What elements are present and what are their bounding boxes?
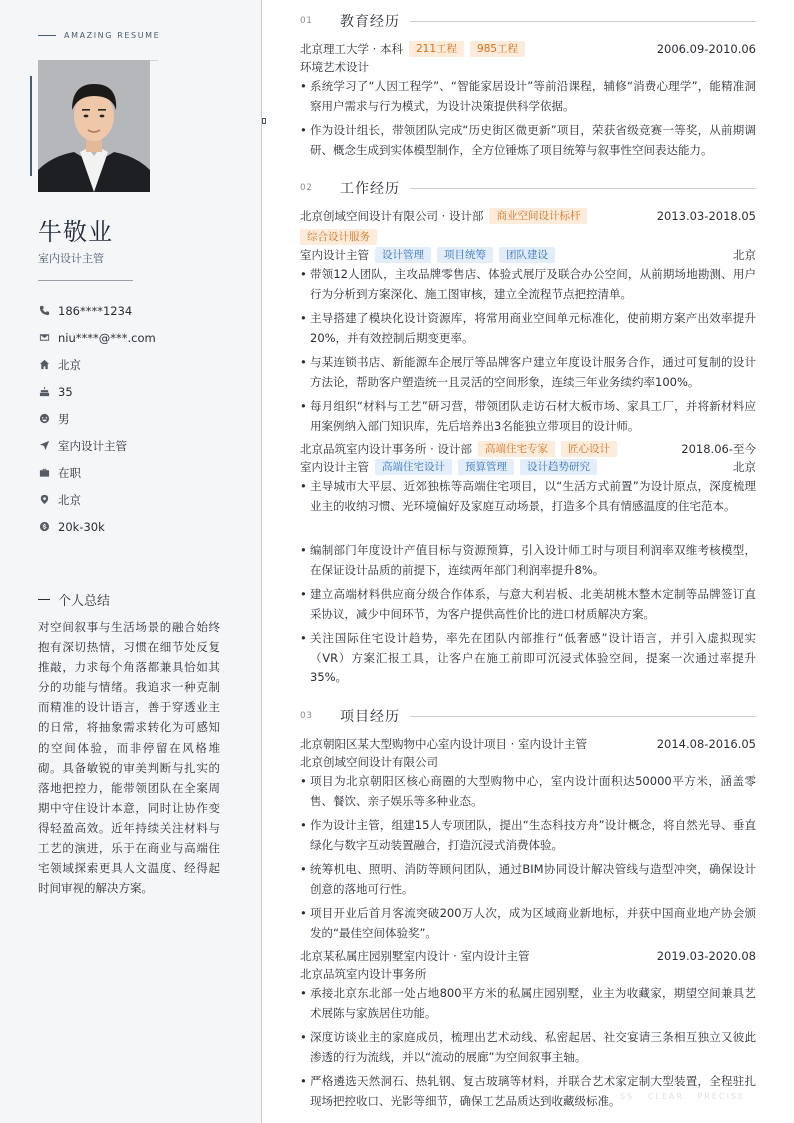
contact-text: 186****1234	[58, 303, 133, 318]
section-number: 03	[300, 711, 313, 721]
job-bullet: • 带领12人团队，主攻品牌零售店、体验式展厅及联合办公空间，从前期场地勘测、用户行为分析到方案深化、施工图审核，建立全流程节点把控清单。	[300, 265, 756, 304]
project-period: 2019.03-2020.08	[656, 949, 756, 963]
company-tag: 高端住宅专家	[478, 441, 555, 457]
project-bullet: • 统筹机电、照明、消防等顾问团队，通过BIM协同设计解决管线与造型冲突，确保设计创意的落地可行性。	[300, 860, 756, 899]
section-education-heading	[300, 11, 756, 31]
project-org-row	[300, 754, 756, 770]
watermark-text: SS · CLEAR · PRECISE	[620, 1092, 746, 1101]
school-name: 北京理工大学 · 本科	[300, 42, 403, 56]
school-tag: 985工程	[470, 41, 525, 57]
section-rule	[410, 716, 756, 717]
brand-dash	[38, 35, 56, 36]
job-bullet: • 主导搭建了模块化设计资源库，将常用商业空间单元标准化，使前期方案产出效率提升20%，并有效控制后期变更率。	[300, 309, 756, 348]
job-period: 2013.03-2018.05	[656, 209, 756, 223]
section-rule	[410, 21, 756, 22]
project-name: 北京某私属庄园别墅室内设计 · 室内设计主管	[300, 949, 530, 963]
project-bullet: • 深度访谈业主的家庭成员，梳理出艺术动线、私密起居、社交宴请三条相互独立又彼此渗透的行为流线，并以“流动的展廊”为空间叙事主轴。	[300, 1028, 756, 1067]
location-icon	[38, 494, 50, 506]
cake-icon	[38, 386, 50, 398]
school-tag: 211工程	[409, 41, 464, 57]
portrait-image	[38, 60, 150, 192]
contact-phone	[38, 297, 248, 324]
summary-text: 对空间叙事与生活场景的融合始终抱有深切热情，习惯在细节处反复推敲，力求每个角落都兼具恰如其分的功能与情绪。我追求一种克制而精准的设计语言，善于穿透业主的日常，将抽象需求转化为可感知的空间体验，而非停留在风格堆砌。具备敏锐的审美判断与扎实的落地把控力，能带领团队在全案周期中守住设计本意，同时让协作变得轻盈高效。近年持续关注材料与工艺的演进，乐于在商业与高端住宅领域探索更具人文温度、经得起时间审视的解决方案。	[38, 620, 220, 896]
project-org-row	[300, 966, 756, 982]
job-bullet: • 主导城市大平层、近郊独栋等高端住宅项目，以“生活方式前置”为设计原点，深度梳理业主的收纳习惯、光环境偏好及家庭互动场景，打造多个具有情感温度的住宅范本。	[300, 477, 756, 516]
job-role-row	[300, 247, 756, 263]
brand-text: AMAZING RESUME	[64, 31, 161, 40]
contact-text: 室内设计主管	[58, 438, 127, 453]
contact-email	[38, 324, 248, 351]
contact-text: 北京	[58, 492, 81, 507]
job-city: 北京	[733, 460, 756, 474]
job-bullet: • 编制部门年度设计产值目标与资源预算，引入设计师工时与项目利润率双维考核模型，在保证设计品质的前提下，连续两年部门利润率提升8%。	[300, 541, 756, 580]
candidate-title: 室内设计主管	[38, 252, 104, 265]
job-bullet: • 建立高端材料供应商分级合作体系，与意大利岩板、北美胡桃木整木定制等品牌签订直采协议，减少中间环节，为客户提供高性价比的进口材质解决方案。	[300, 585, 756, 624]
section-title: 工作经历	[340, 181, 400, 197]
project-org: 北京品筑室内设计事务所	[300, 967, 427, 981]
send-icon	[38, 440, 50, 452]
education-period: 2006.09-2010.06	[656, 42, 756, 56]
job-role: 室内设计主管	[300, 248, 369, 262]
company-name: 北京创域空间设计有限公司 · 设计部	[300, 209, 484, 223]
contact-text: 20k-30k	[58, 519, 105, 534]
photo-frame-line	[30, 76, 32, 176]
project-header	[300, 736, 756, 752]
mail-icon	[38, 332, 50, 344]
contact-age	[38, 378, 248, 405]
section-work-heading	[300, 178, 756, 198]
contact-list	[38, 297, 248, 540]
job-period: 2018.06-至今	[681, 442, 756, 456]
contact-text: 在职	[58, 465, 81, 480]
contact-gender	[38, 405, 248, 432]
project-name: 北京朝阳区某大型购物中心室内设计项目 · 室内设计主管	[300, 737, 587, 751]
money-icon	[38, 521, 50, 533]
profile-photo	[38, 60, 150, 192]
briefcase-icon	[38, 467, 50, 479]
section-title: 项目经历	[340, 709, 400, 725]
role-tag: 设计趋势研究	[520, 459, 597, 475]
project-bullet: • 承接北京东北部一处占地800平方米的私属庄园别墅，业主为收藏家，期望空间兼具艺术展陈与家族居住功能。	[300, 984, 756, 1023]
home-icon	[38, 359, 50, 371]
project-bullet: • 严格遴选天然洞石、热轧钢、复古玻璃等材料，并联合艺术家定制大型装置，全程驻扎现场把控收口、光影等细节，确保工艺品质达到收藏级标准。	[300, 1072, 756, 1111]
job-bullet: • 关注国际住宅设计趋势，率先在团队内部推行“低奢感”设计语言，并引入虚拟现实（VR）方案汇报工具，让客户在施工前即可沉浸式体验空间，提案一次通过率提升35%。	[300, 629, 756, 688]
job-role: 室内设计主管	[300, 460, 369, 474]
job-city: 北京	[733, 248, 756, 262]
section-number: 01	[300, 16, 313, 26]
project-period: 2014.08-2016.05	[656, 737, 756, 751]
section-projects-heading	[300, 706, 756, 726]
contact-city	[38, 351, 248, 378]
face-icon	[38, 413, 50, 425]
contact-location	[38, 486, 248, 513]
education-bullet: • 作为设计组长，带领团队完成“历史街区微更新”项目，荣获省级竞赛一等奖，从前期调研、概念生成到实体模型制作，全方位锤炼了项目统筹与叙事性空间表达能力。	[300, 121, 756, 160]
section-number: 02	[300, 183, 313, 193]
phone-icon	[38, 305, 50, 317]
contact-text: 北京	[58, 357, 81, 372]
role-tag: 预算管理	[458, 459, 514, 475]
job-role-row	[300, 459, 756, 475]
job-tag-row	[300, 229, 756, 245]
job-bullet: • 与某连锁书店、新能源车企展厅等品牌客户建立年度设计服务合作，通过可复制的设计方法论，帮助客户塑造统一且灵活的空间形象，连续三年业务续约率100%。	[300, 353, 756, 392]
company-tag: 匠心设计	[561, 441, 617, 457]
timeline-marker	[262, 118, 266, 124]
role-tag: 项目统筹	[437, 247, 493, 263]
role-tag: 设计管理	[375, 247, 431, 263]
contact-position	[38, 432, 248, 459]
education-bullet: • 系统学习了“人因工程学”、“智能家居设计”等前沿课程，辅修“消费心理学”，能精准洞察用户需求与行为模式，为设计决策提供科学依据。	[300, 77, 756, 116]
section-rule	[410, 188, 756, 189]
contact-text: 35	[58, 384, 73, 399]
company-name: 北京品筑室内设计事务所 · 设计部	[300, 442, 472, 456]
education-header	[300, 41, 756, 57]
role-tag: 高端住宅设计	[375, 459, 452, 475]
project-org: 北京创域空间设计有限公司	[300, 755, 438, 769]
role-tag: 团队建设	[499, 247, 555, 263]
job-header	[300, 441, 756, 457]
summary-dash	[38, 599, 50, 600]
title-divider	[38, 280, 133, 281]
contact-text: niu****@***.com	[58, 330, 156, 345]
section-title: 教育经历	[340, 14, 400, 30]
job-bullet: • 每月组织“材料与工艺”研习营，带领团队走访石材大板市场、家具工厂，并将新材料应用案例纳入部门知识库，先后培养出3名能独立带项目的设计师。	[300, 397, 756, 436]
education-major-row	[300, 59, 756, 75]
contact-status	[38, 459, 248, 486]
summary-title: 个人总结	[58, 594, 111, 609]
project-bullet: • 作为设计主管，组建15人专项团队，提出“生态科技方舟”设计概念，将自然光导、垂直绿化与数字互动装置融合，打造沉浸式消费体验。	[300, 816, 756, 855]
project-header	[300, 948, 756, 964]
brand-header	[38, 31, 160, 40]
company-tag: 综合设计服务	[300, 229, 377, 245]
contact-salary	[38, 513, 248, 540]
contact-text: 男	[58, 411, 70, 426]
project-bullet: • 项目为北京朝阳区核心商圈的大型购物中心，室内设计面积达50000平方米，涵盖零售、餐饮、亲子娱乐等多种业态。	[300, 772, 756, 811]
company-tag: 商业空间设计标杆	[489, 208, 587, 224]
sidebar	[0, 0, 262, 1123]
candidate-name: 牛敬业	[38, 218, 113, 246]
education-major: 环境艺术设计	[300, 60, 369, 74]
project-bullet: • 项目开业后首月客流突破200万人次，成为区域商业新地标，并获中国商业地产协会颁发的“最佳空间体验奖”。	[300, 904, 756, 943]
job-header	[300, 208, 756, 224]
summary-heading	[38, 590, 110, 609]
